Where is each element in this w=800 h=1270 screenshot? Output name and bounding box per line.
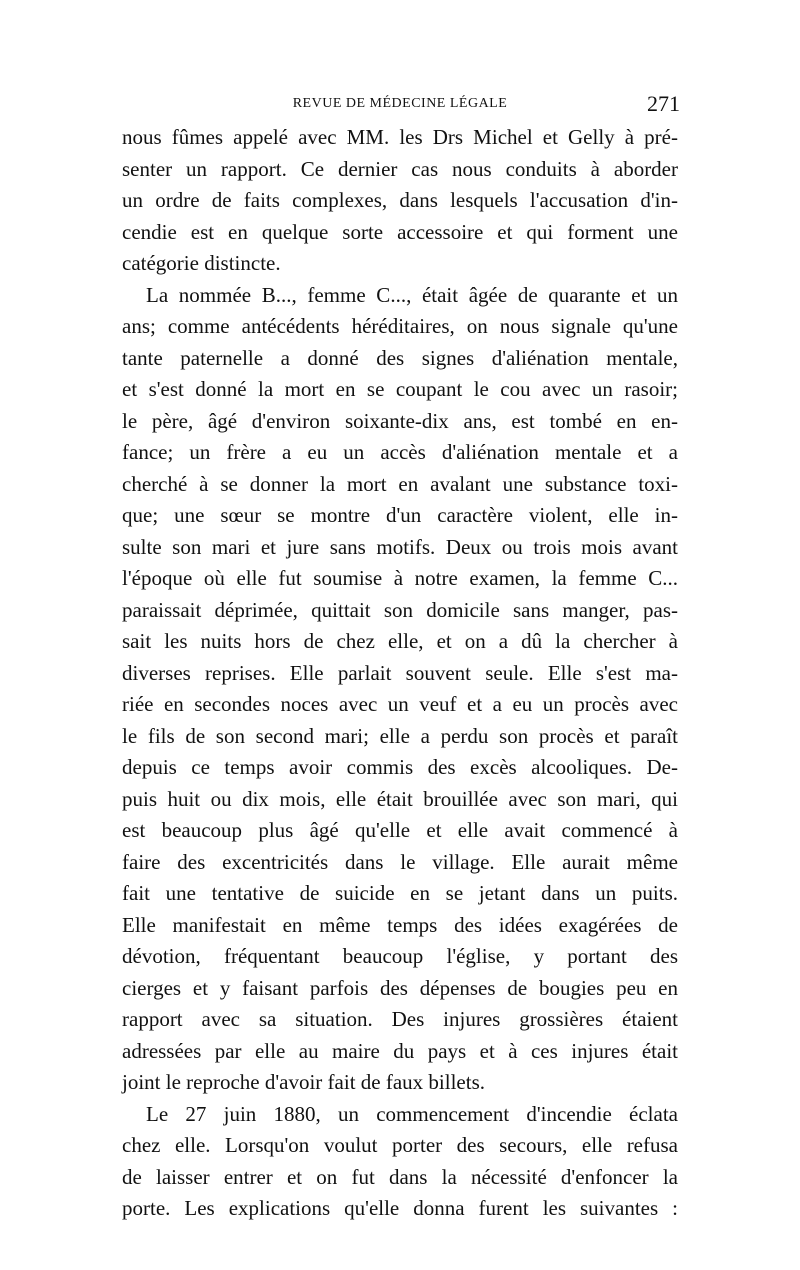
text-line: le père, âgé d'environ soixante-dix ans, est tombé en en- [122, 408, 678, 433]
text-line: et s'est donné la mort en se coupant le cou avec un rasoir; [122, 377, 678, 401]
text-line: cherché à se donner la mort en avalant une substance toxi- [122, 471, 678, 496]
paragraph [122, 122, 678, 280]
text-line: sait les nuits hors de chez elle, et on a dû la chercher à [122, 629, 678, 653]
text-line: adressées par elle au maire du pays et à ces injures était [122, 1038, 678, 1063]
text-line: de laisser entrer et on fut dans la nécessité d'enfoncer la [122, 1164, 678, 1189]
body-text [122, 122, 678, 1225]
running-head [120, 93, 680, 119]
text-line: est beaucoup plus âgé qu'elle et elle avait commencé à [122, 818, 678, 842]
text-line: Le 27 juin 1880, un commencement d'incendie éclata [146, 1101, 678, 1126]
text-line: un ordre de faits complexes, dans lesquels l'accusation d'in- [122, 188, 678, 212]
text-line: porte. Les explications qu'elle donna furent les suivantes : [122, 1196, 678, 1220]
text-line: cierges et y faisant parfois des dépenses de bougies peu en [122, 975, 678, 1000]
text-line: le fils de son second mari; elle a perdu son procès et paraît [122, 723, 678, 748]
running-title: REVUE DE MÉDECINE LÉGALE [292, 96, 508, 111]
text-line: paraissait déprimée, quittait son domicile sans manger, pas- [122, 597, 678, 622]
text-line: fait une tentative de suicide en se jetant dans un puits. [122, 881, 678, 905]
text-line: fance; un frère a eu un accès d'aliénation mentale et a [122, 440, 678, 464]
text-line: depuis ce temps avoir commis des excès alcooliques. De- [122, 755, 678, 779]
text-line: joint le reproche d'avoir fait de faux billets. [122, 1070, 485, 1094]
text-line: ans; comme antécédents héréditaires, on nous signale qu'une [122, 314, 678, 338]
text-line: puis huit ou dix mois, elle était brouillée avec son mari, qui [122, 786, 678, 811]
page-number: 271 [647, 91, 680, 116]
paragraph [122, 280, 678, 1099]
text-line: Elle manifestait en même temps des idées exagérées de [122, 912, 678, 937]
text-line: tante paternelle a donné des signes d'aliénation mentale, [122, 345, 678, 370]
text-line: que; une sœur se montre d'un caractère violent, elle in- [122, 503, 678, 527]
text-line: cendie est en quelque sorte accessoire et qui forment une [122, 219, 678, 244]
text-line: La nommée B..., femme C..., était âgée de quarante et un [146, 282, 678, 307]
text-line: rapport avec sa situation. Des injures grossières étaient [122, 1007, 678, 1031]
text-line: diverses reprises. Elle parlait souvent seule. Elle s'est ma- [122, 660, 678, 685]
text-line: sulte son mari et jure sans motifs. Deux ou trois mois avant [122, 534, 678, 559]
text-line: senter un rapport. Ce dernier cas nous conduits à aborder [122, 156, 678, 181]
text-line: l'époque où elle fut soumise à notre examen, la femme C... [122, 566, 678, 590]
text-line: riée en secondes noces avec un veuf et a eu un procès avec [122, 692, 678, 716]
text-line: nous fûmes appelé avec MM. les Drs Michel et Gelly à pré- [122, 125, 678, 149]
text-line: faire des excentricités dans le village. Elle aurait même [122, 849, 678, 874]
text-line: chez elle. Lorsqu'on voulut porter des secours, elle refusa [122, 1133, 678, 1157]
text-line: catégorie distincte. [122, 251, 281, 275]
paragraph [122, 1099, 678, 1225]
text-line: dévotion, fréquentant beaucoup l'église, y portant des [122, 944, 678, 968]
